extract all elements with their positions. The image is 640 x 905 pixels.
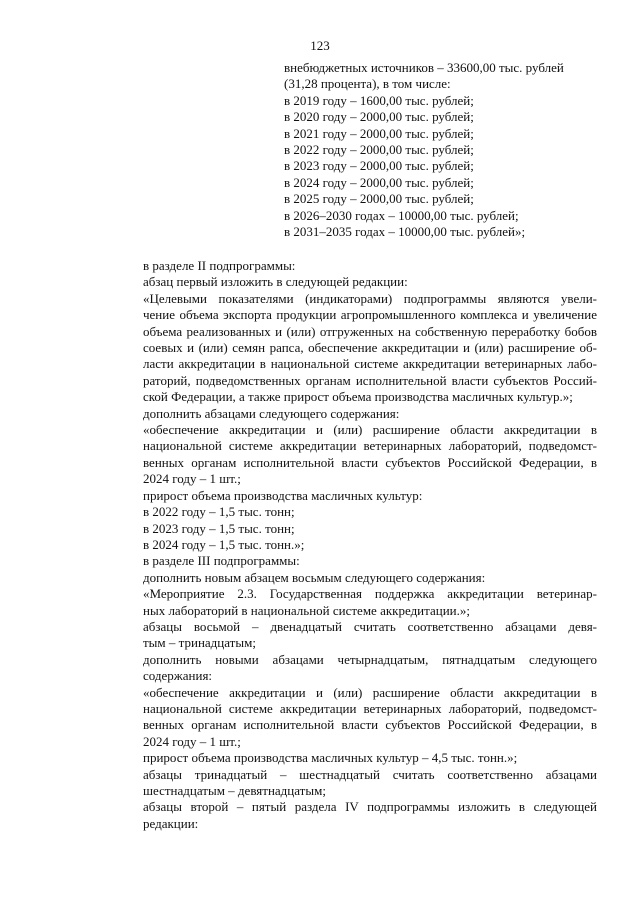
paragraph-line: в разделе II подпрограммы: bbox=[143, 258, 296, 273]
paragraph-line: в 2023 году – 1,5 тыс. тонн; bbox=[143, 520, 295, 536]
paragraph-line: «Мероприятие 2.3. Государственная поддержка аккредитации ветеринар- bbox=[143, 586, 597, 602]
paragraph-line: 2024 году – 1 шт.; bbox=[143, 471, 241, 487]
paragraph-line: объема реализованных и (или) отгруженных на собственную переработку бобов bbox=[143, 323, 597, 339]
paragraph-line: прирост объема производства масличных культур: bbox=[143, 487, 423, 503]
paragraph bbox=[106, 767, 597, 800]
paragraph-line: шестнадцатым – девятнадцатым; bbox=[143, 783, 326, 798]
paragraph-line: венных органам исполнительной власти субъектов Российской Федерации, в bbox=[143, 454, 597, 470]
paragraph-line: национальной системе аккредитации ветеринарных лабораторий, подведомст- bbox=[143, 700, 597, 716]
paragraph bbox=[106, 274, 597, 290]
paragraph-line: «Целевыми показателями (индикаторами) подпрограммы являются увели- bbox=[143, 290, 597, 306]
funding-line: в 2019 году – 1600,00 тыс. рублей; bbox=[284, 92, 474, 108]
funding-line: в 2023 году – 2000,00 тыс. рублей; bbox=[284, 158, 474, 174]
paragraph bbox=[106, 586, 597, 619]
paragraph bbox=[106, 799, 597, 832]
funding-line: внебюджетных источников – 33600,00 тыс. рублей bbox=[284, 60, 564, 75]
paragraph-line: тым – тринадцатым; bbox=[143, 635, 256, 651]
paragraph bbox=[106, 422, 597, 488]
paragraph-line: абзац первый изложить в следующей редакции: bbox=[143, 274, 408, 290]
paragraph-line: редакции: bbox=[143, 815, 199, 831]
paragraph bbox=[106, 504, 597, 520]
funding-line: в 2025 году – 2000,00 тыс. рублей; bbox=[284, 191, 474, 207]
paragraph bbox=[106, 521, 597, 537]
funding-line: в 2020 году – 2000,00 тыс. рублей; bbox=[284, 109, 474, 125]
funding-line: в 2026–2030 годах – 10000,00 тыс. рублей; bbox=[284, 207, 519, 223]
page-number: 123 bbox=[310, 38, 330, 53]
paragraph-line: ской Федерации, а также прирост объема производства масличных культур.»; bbox=[143, 389, 573, 405]
paragraph bbox=[106, 291, 597, 406]
paragraph bbox=[106, 750, 597, 766]
paragraph-line: прирост объема производства масличных культур – 4,5 тыс. тонн.»; bbox=[143, 750, 518, 766]
paragraph bbox=[106, 258, 597, 274]
paragraph-line: чение объема экспорта продукции агропромышленного комплекса и увеличение bbox=[143, 307, 597, 323]
paragraph-line: абзацы второй – пятый раздела IV подпрограммы изложить в следующей bbox=[143, 799, 597, 815]
funding-line: (31,28 процента), в том числе: bbox=[284, 76, 451, 92]
paragraph-line: абзацы восьмой – двенадцатый считать соответственно абзацами девя- bbox=[143, 618, 597, 634]
paragraph-line: национальной системе аккредитации ветеринарных лабораторий, подведомст- bbox=[143, 438, 597, 454]
funding-line: в 2021 году – 2000,00 тыс. рублей; bbox=[284, 125, 474, 141]
paragraph bbox=[106, 553, 597, 569]
paragraph-line: дополнить новыми абзацами четырнадцатым, пятнадцатым следующего bbox=[143, 651, 597, 667]
paragraph bbox=[106, 570, 597, 586]
funding-line: в 2024 году – 2000,00 тыс. рублей; bbox=[284, 174, 474, 190]
paragraph bbox=[106, 619, 597, 652]
paragraph-line: «обеспечение аккредитации и (или) расширение области аккредитации в bbox=[143, 684, 597, 700]
paragraph-line: 2024 году – 1 шт.; bbox=[143, 733, 241, 749]
paragraph bbox=[106, 652, 597, 685]
paragraph-line: венных органам исполнительной власти субъектов Российской Федерации, в bbox=[143, 717, 597, 733]
paragraph-line: в 2024 году – 1,5 тыс. тонн.»; bbox=[143, 536, 305, 552]
paragraph-line: абзацы тринадцатый – шестнадцатый считать соответственно абзацами bbox=[143, 766, 597, 782]
paragraph-line: соевых и (или) семян рапса, обеспечение аккредитации и (или) расширение об- bbox=[143, 340, 597, 356]
funding-line: в 2022 году – 2000,00 тыс. рублей; bbox=[284, 142, 474, 158]
paragraph bbox=[106, 406, 597, 422]
paragraph-line: содержания: bbox=[143, 668, 213, 684]
paragraph-line: дополнить абзацами следующего содержания: bbox=[143, 405, 400, 421]
funding-continuation-block bbox=[284, 60, 600, 240]
paragraph bbox=[106, 488, 597, 504]
paragraph-line: ных лабораторий в национальной системе аккредитации.»; bbox=[143, 602, 470, 618]
paragraph bbox=[106, 685, 597, 751]
paragraph-line: в разделе III подпрограммы: bbox=[143, 553, 300, 569]
paragraph-line: дополнить новым абзацем восьмым следующего содержания: bbox=[143, 569, 486, 585]
funding-line: в 2031–2035 годах – 10000,00 тыс. рублей»; bbox=[284, 224, 526, 240]
document-body bbox=[106, 258, 597, 832]
paragraph-line: раторий, подведомственных органам исполнительной власти субъектов Россий- bbox=[143, 372, 597, 388]
paragraph-line: «обеспечение аккредитации и (или) расширение области аккредитации в bbox=[143, 422, 597, 438]
paragraph-line: в 2022 году – 1,5 тыс. тонн; bbox=[143, 504, 295, 520]
paragraph-line: ласти аккредитации в национальной системе аккредитации ветеринарных лабо- bbox=[143, 356, 597, 372]
paragraph bbox=[106, 537, 597, 553]
